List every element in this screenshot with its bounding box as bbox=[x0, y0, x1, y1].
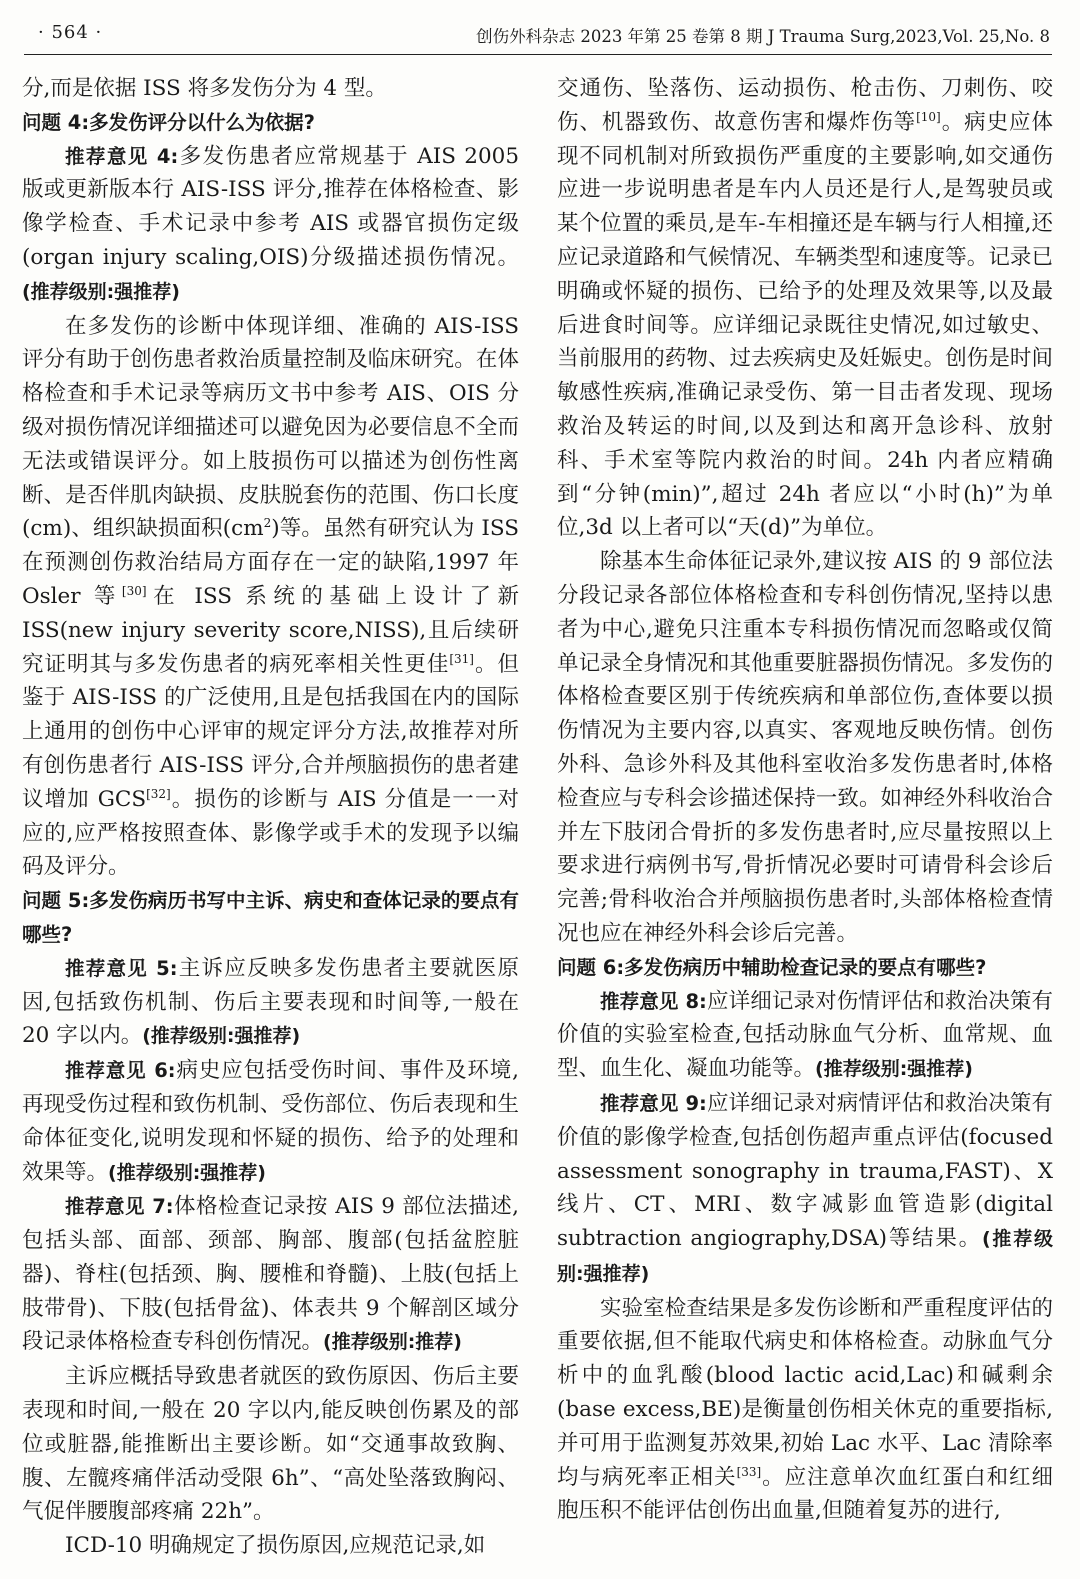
paragraph bbox=[22, 310, 519, 885]
text-run: 。病史应体现不同机制对所致损伤严重度的主要影响,如交通伤应进一步说明患者是车内人员还是行人,是驾驶员或某个位置的乘员,是车-车相撞还是车辆与行人相撞,还应记录道路和气候情况、车辆类型和速度等。记录已明确或怀疑的损伤、已给予的处理及效果等,以及最后进食时间等。应详细记录既往史情况,如过敏史、当前服用的药物、过去疾病史及妊娠史。创伤是时间敏感性疾病,准确记录受伤、第一目击者发现、现场救治及转运的时间,以及到达和离开急诊科、放射科、手术室等院内救治的时间。24h 内者应精确到“分钟(min)”,超过 24h 者应以“小时(h)”为单位,3d 以上者可以“天(d)”为单位。 bbox=[557, 109, 1053, 541]
recommendation-4 bbox=[22, 140, 519, 310]
recommendation-level: (推荐级别:强推荐) bbox=[22, 280, 180, 303]
recommendation-label: 推荐意见 9: bbox=[600, 1091, 707, 1115]
superscript: 2 bbox=[263, 516, 272, 531]
citation-ref: [10] bbox=[916, 109, 941, 124]
recommendation-label: 推荐意见 8: bbox=[600, 989, 707, 1013]
text-run: 。损伤的诊断与 AIS 分值是一一对应的,应严格按照查体、影像学或手术的发现予以编码及评分。 bbox=[22, 786, 519, 880]
recommendation-8 bbox=[557, 985, 1053, 1087]
text-run: 交通伤、坠落伤、运动损伤、枪击伤、刀刺伤、咬伤、机器致伤、故意伤害和爆炸伤等 bbox=[557, 76, 1053, 135]
paragraph: 主诉应概括导致患者就医的致伤原因、伤后主要表现和时间,一般在 20 字以内,能反映创伤累及的部位或脏器,能推断出主要诊断。如“交通事故致胸、腹、左髋疼痛伴活动受限 6h”、“高处坠落致胸闷、气促伴腰腹部疼痛 22h”。 bbox=[22, 1364, 519, 1525]
recommendation-level: (推荐级别:推荐) bbox=[323, 1331, 462, 1354]
recommendation-label: 推荐意见 7: bbox=[65, 1195, 174, 1219]
left-column bbox=[22, 72, 519, 1563]
question-4-heading: 问题 4:多发伤评分以什么为依据? bbox=[22, 110, 315, 134]
recommendation-5 bbox=[22, 952, 519, 1054]
paragraph bbox=[557, 1292, 1053, 1529]
paragraph: 除基本生命体征记录外,建议按 AIS 的 9 部位法分段记录各部位体格检查和专科创伤情况,坚持以患者为中心,避免只注重本专科损伤情况而忽略或仅简单记录全身情况和其他重要脏器损伤情况。多发伤的体格检查要区别于传统疾病和单部位伤,查体要以损伤情况为主要内容,以真实、客观地反映伤情。创伤外科、急诊外科及其他科室收治多发伤患者时,体格检查应与专科会诊描述保持一致。如神经外科收治合并左下肢闭合骨折的多发伤患者时,应尽量按照以上要求进行病例书写,骨折情况必要时可请骨科会诊后完善;骨科收治合并颅脑损伤患者时,头部体格检查情况也应在神经外科会诊后完善。 bbox=[557, 549, 1053, 946]
citation-ref: [32] bbox=[146, 786, 171, 801]
recommendation-text: 体格检查记录按 AIS 9 部位法描述,包括头部、面部、颈部、胸部、腹部(包括盆腔脏器)、脊柱(包括颈、胸、腰椎和脊髓)、上肢(包括上肢带骨)、下肢(包括骨盆)、体表共 9 个解剖区域分段记录体格检查专科创伤情况。 bbox=[22, 1194, 520, 1355]
recommendation-7 bbox=[22, 1190, 519, 1360]
recommendation-text: 多发伤患者应常规基于 AIS 2005 版或更新版本行 AIS-ISS 评分,推荐在体格检查、影像学检查、手术记录中参考 AIS 或器官损伤定级(organ injury scaling,OIS)分级描述损伤情况。 bbox=[22, 143, 519, 270]
recommendation-label: 推荐意见 5: bbox=[65, 956, 178, 980]
recommendation-text: 主诉应反映多发伤患者主要就医原因,包括致伤机制、伤后主要表现和时间等,一般在 20 字以内。 bbox=[22, 955, 519, 1049]
text-run: 实验室检查结果是多发伤诊断和严重程度评估的重要依据,但不能取代病史和体格检查。动脉血气分析中的血乳酸(blood lactic acid,Lac)和碱剩余(base excess,BE)是衡量创伤相关休克的重要指标,并可用于监测复苏效果,初始 Lac 水平、Lac 清除率均与病死率正相关 bbox=[557, 1295, 1053, 1490]
question-6-heading: 问题 6:多发伤病历中辅助检查记录的要点有哪些? bbox=[557, 955, 987, 979]
recommendation-level: (推荐级别:强推荐) bbox=[557, 1228, 1053, 1285]
question-5-heading: 问题 5:多发伤病历书写中主诉、病史和查体记录的要点有哪些? bbox=[22, 889, 519, 946]
recommendation-9 bbox=[557, 1087, 1053, 1292]
paragraph: ICD-10 明确规定了损伤原因,应规范记录,如 bbox=[65, 1533, 486, 1559]
text-run: 。但鉴于 AIS-ISS 的广泛使用,且是包括我国在内的国际上通用的创伤中心评审的规定评分方法,故推荐对所有创伤患者行 AIS-ISS 评分,合并颅脑损伤的患者建议增加 GCS bbox=[22, 651, 519, 812]
text-run: )等。虽然有研究认为 ISS 在预测创伤救治结局方面存在一定的缺陷,1997 年 Osler 等 bbox=[22, 516, 519, 609]
recommendation-text: 病史应包括受伤时间、事件及环境,再现受伤过程和致伤机制、受伤部位、伤后表现和生命体征变化,说明发现和怀疑的损伤、给予的处理和效果等。 bbox=[22, 1058, 519, 1185]
recommendation-label: 推荐意见 4: bbox=[65, 144, 179, 168]
recommendation-text: 应详细记录对病情评估和救治决策有价值的影像学检查,包括创伤超声重点评估(focused assessment sonography in trauma,FAST)、X 线片、CT、MRI、数字减影血管造影(digital subtraction angiography,DSA)等结果。 bbox=[557, 1090, 1054, 1252]
running-title: 创伤外科杂志 2023 年第 25 卷第 8 期 J Trauma Surg,2023,Vol. 25,No. 8 bbox=[476, 27, 1050, 46]
recommendation-text: 应详细记录对伤情评估和救治决策有价值的实验室检查,包括动脉血气分析、血常规、血型、血生化、凝血功能等。 bbox=[557, 988, 1054, 1082]
running-header bbox=[24, 18, 1052, 55]
text-run: 。应注意单次血红蛋白和红细胞压积不能评估创伤出血量,但随着复苏的进行, bbox=[557, 1464, 1053, 1524]
right-column bbox=[557, 72, 1053, 1528]
citation-ref: [30] bbox=[121, 583, 147, 598]
recommendation-level: (推荐级别:强推荐) bbox=[108, 1161, 266, 1184]
text-run: 在 ISS 系统的基础上设计了新 ISS(new injury severity score,NISS),且后续研究证明其与多发伤患者的病死率相关性更佳 bbox=[22, 583, 519, 677]
recommendation-label: 推荐意见 6: bbox=[65, 1059, 176, 1083]
page-number: · 564 · bbox=[38, 22, 103, 43]
citation-ref: [33] bbox=[736, 1464, 762, 1479]
paragraph bbox=[557, 72, 1053, 545]
recommendation-level: (推荐级别:强推荐) bbox=[142, 1025, 301, 1048]
paragraph: 分,而是依据 ISS 将多发伤分为 4 型。 bbox=[22, 76, 387, 101]
text-run: 在多发伤的诊断中体现详细、准确的 AIS-ISS 评分有助于创伤患者救治质量控制及临床研究。在体格检查和手术记录等病历文书中参考 AIS、OIS 分级对损伤情况详细描述可以避免因为必要信息不全而无法或错误评分。如上肢损伤可以描述为创伤性离断、是否伴肌肉缺损、皮肤脱套伤的范围、伤口长度(cm)、组织缺损面积(cm bbox=[22, 313, 519, 542]
recommendation-6 bbox=[22, 1054, 519, 1190]
citation-ref: [31] bbox=[449, 651, 474, 666]
recommendation-level: (推荐级别:强推荐) bbox=[815, 1058, 973, 1081]
